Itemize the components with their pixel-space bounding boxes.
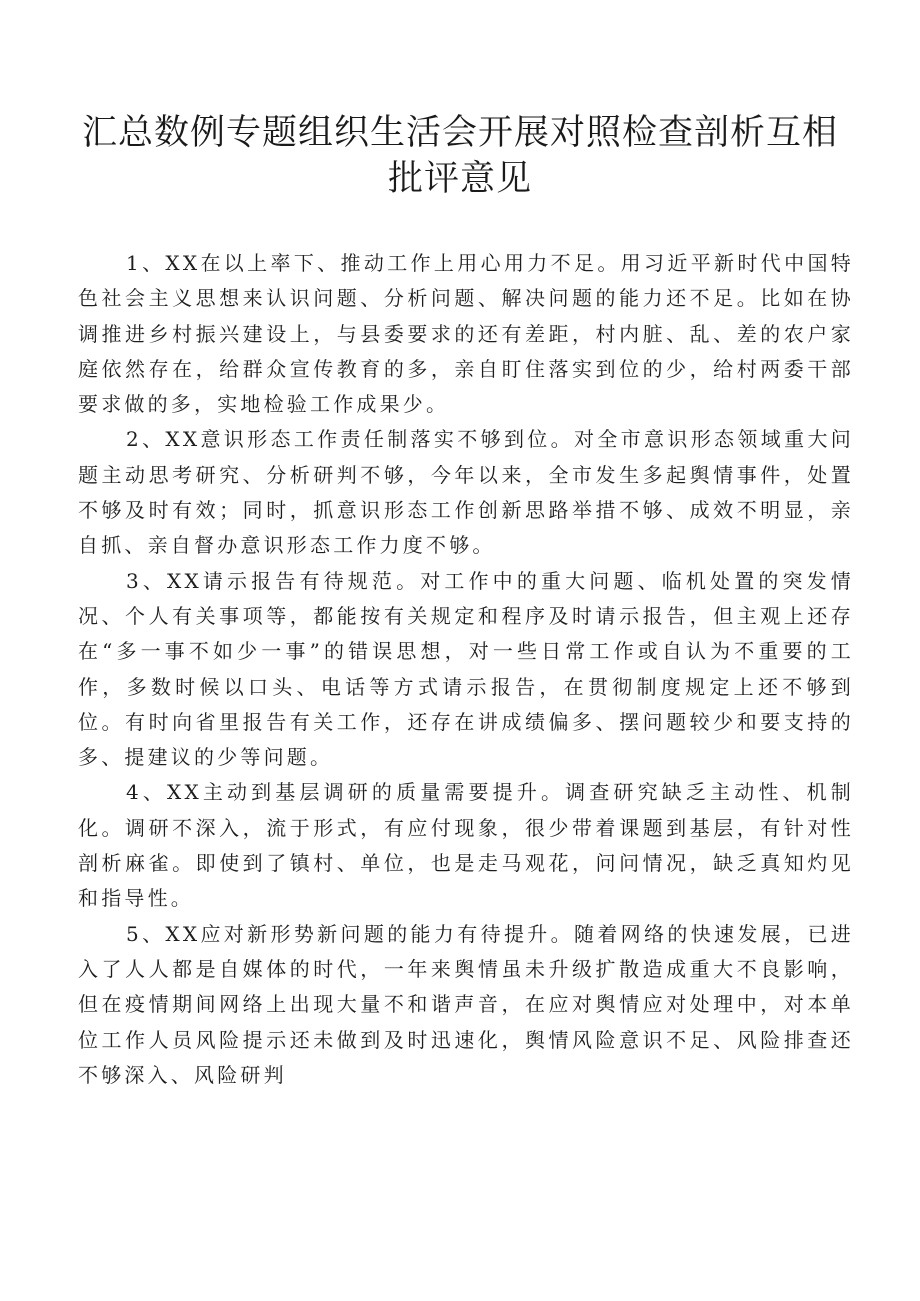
paragraph-1: 1、XX在以上率下、推动工作上用心用力不足。用习近平新时代中国特色社会主义思想来认识问题、分析问题、解决问题的能力还不足。比如在协调推进乡村振兴建设上，与县委要求的还有差距，村内脏、乱、差的农户家庭依然存在，给群众宣传教育的多，亲自盯住落实到位的少，给村两委干部要求做的多，实地检验工作成果少。 xyxy=(78,251,854,417)
paragraph-5: 5、XX应对新形势新问题的能力有待提升。随着网络的快速发展，已进入了人人都是自媒体的时代，一年来舆情虽未升级扩散造成重大不良影响，但在疫情期间网络上出现大量不和谐声音，在应对舆情应对处理中，对本单位工作人员风险提示还未做到及时迅速化，舆情风险意识不足、风险排查还不够深入、风险研判 xyxy=(78,921,854,1087)
paragraph-2: 2、XX意识形态工作责任制落实不够到位。对全市意识形态领域重大问题主动思考研究、分析研判不够，今年以来，全市发生多起舆情事件，处置不够及时有效；同时，抓意识形态工作创新思路举措不够、成效不明显，亲自抓、亲自督办意识形态工作力度不够。 xyxy=(78,427,854,558)
document-title: 汇总数例专题组织生活会开展对照检查剖析互相批评意见 xyxy=(81,113,838,199)
document-body xyxy=(78,246,854,1093)
paragraph-4: 4、XX主动到基层调研的质量需要提升。调查研究缺乏主动性、机制化。调研不深入，流于形式，有应付现象，很少带着课题到基层，有针对性剖析麻雀。即使到了镇村、单位，也是走马观花，问问情况，缺乏真知灼见和指导性。 xyxy=(78,780,854,911)
paragraph-3: 3、XX请示报告有待规范。对工作中的重大问题、临机处置的突发情况、个人有关事项等，都能按有关规定和程序及时请示报告，但主观上还存在“多一事不如少一事”的错误思想，对一些日常工作或自认为不重要的工作，多数时候以口头、电话等方式请示报告，在贯彻制度规定上还不够到位。有时向省里报告有关工作，还存在讲成绩偏多、摆问题较少和要支持的多、提建议的少等问题。 xyxy=(78,568,854,770)
